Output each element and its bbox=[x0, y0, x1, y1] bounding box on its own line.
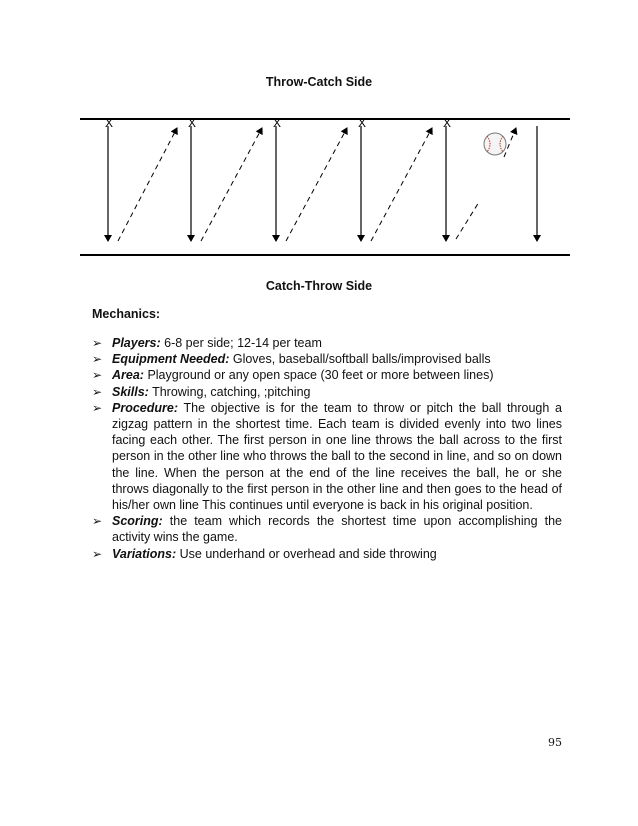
mechanics-item-text: Gloves, baseball/softball balls/improvised balls bbox=[229, 352, 491, 367]
throw-diagonal-arrow bbox=[456, 202, 479, 239]
throw-diagonal-arrow bbox=[286, 128, 347, 241]
player-marker: X bbox=[358, 116, 367, 130]
arrow-bullet-icon: ➢ bbox=[92, 546, 103, 561]
player-marker: X bbox=[188, 116, 197, 130]
player-marker: X bbox=[443, 116, 452, 130]
mechanics-item bbox=[92, 335, 562, 351]
baseball-icon bbox=[484, 133, 506, 155]
mechanics-heading: Mechanics: bbox=[92, 307, 161, 321]
mechanics-item-text: 6-8 per side; 12-14 per team bbox=[160, 336, 322, 350]
mechanics-item-label: Area: bbox=[112, 368, 144, 383]
mechanics-item bbox=[92, 400, 562, 513]
mechanics-list bbox=[92, 335, 562, 562]
throw-diagonal-arrow bbox=[371, 128, 432, 241]
player-marker: X bbox=[273, 116, 282, 130]
mechanics-item-text: The objective is for the team to throw or pitch the ball through a zigzag pattern in the shortest time. Each team is divided evenly into two lines facing each other. The first person in one line throws the ball across to the first person in the other line who throws the ball to the second in line, and so on down the line. When the person at the end of the line receives the ball, he or she throws diagonally to the first person in the other line and then goes to the head of his/her own line This continues until everyone is back in his original position. bbox=[112, 400, 562, 513]
mechanics-item-label: Players: bbox=[112, 336, 161, 350]
mechanics-item-label: Skills: bbox=[112, 384, 149, 399]
mechanics-item-text: Throwing, catching, ;pitching bbox=[148, 384, 311, 399]
mechanics-item bbox=[92, 546, 562, 562]
player-marker: X bbox=[105, 116, 114, 130]
mechanics-item bbox=[92, 367, 562, 383]
throw-diagonal-arrow bbox=[201, 128, 262, 241]
mechanics-item-text: Use underhand or overhead and side throwing bbox=[176, 546, 437, 561]
mechanics-item bbox=[92, 384, 562, 400]
mechanics-item-label: Procedure: bbox=[112, 400, 178, 415]
arrow-bullet-icon: ➢ bbox=[92, 336, 103, 350]
mechanics-item-text: the team which records the shortest time upon accomplishing the activity wins the game. bbox=[112, 514, 562, 545]
mechanics-item-label: Equipment Needed: bbox=[112, 352, 230, 367]
arrow-bullet-icon: ➢ bbox=[92, 400, 103, 415]
page-number: 95 bbox=[548, 736, 562, 749]
diagram-title-top: Throw-Catch Side bbox=[265, 75, 373, 89]
diagram-title-bottom: Catch-Throw Side bbox=[265, 279, 373, 293]
arrow-bullet-icon: ➢ bbox=[92, 384, 103, 399]
mechanics-item-label: Scoring: bbox=[112, 514, 163, 529]
zigzag-diagram bbox=[80, 112, 570, 262]
arrow-bullet-icon: ➢ bbox=[92, 514, 103, 529]
mechanics-item bbox=[92, 351, 562, 367]
mechanics-item bbox=[92, 513, 562, 545]
mechanics-item-label: Variations: bbox=[112, 546, 177, 561]
throw-diagonal-arrow bbox=[118, 128, 177, 241]
mechanics-item-text: Playground or any open space (30 feet or more between lines) bbox=[143, 368, 494, 383]
arrow-bullet-icon: ➢ bbox=[92, 368, 103, 383]
arrow-bullet-icon: ➢ bbox=[92, 352, 103, 367]
